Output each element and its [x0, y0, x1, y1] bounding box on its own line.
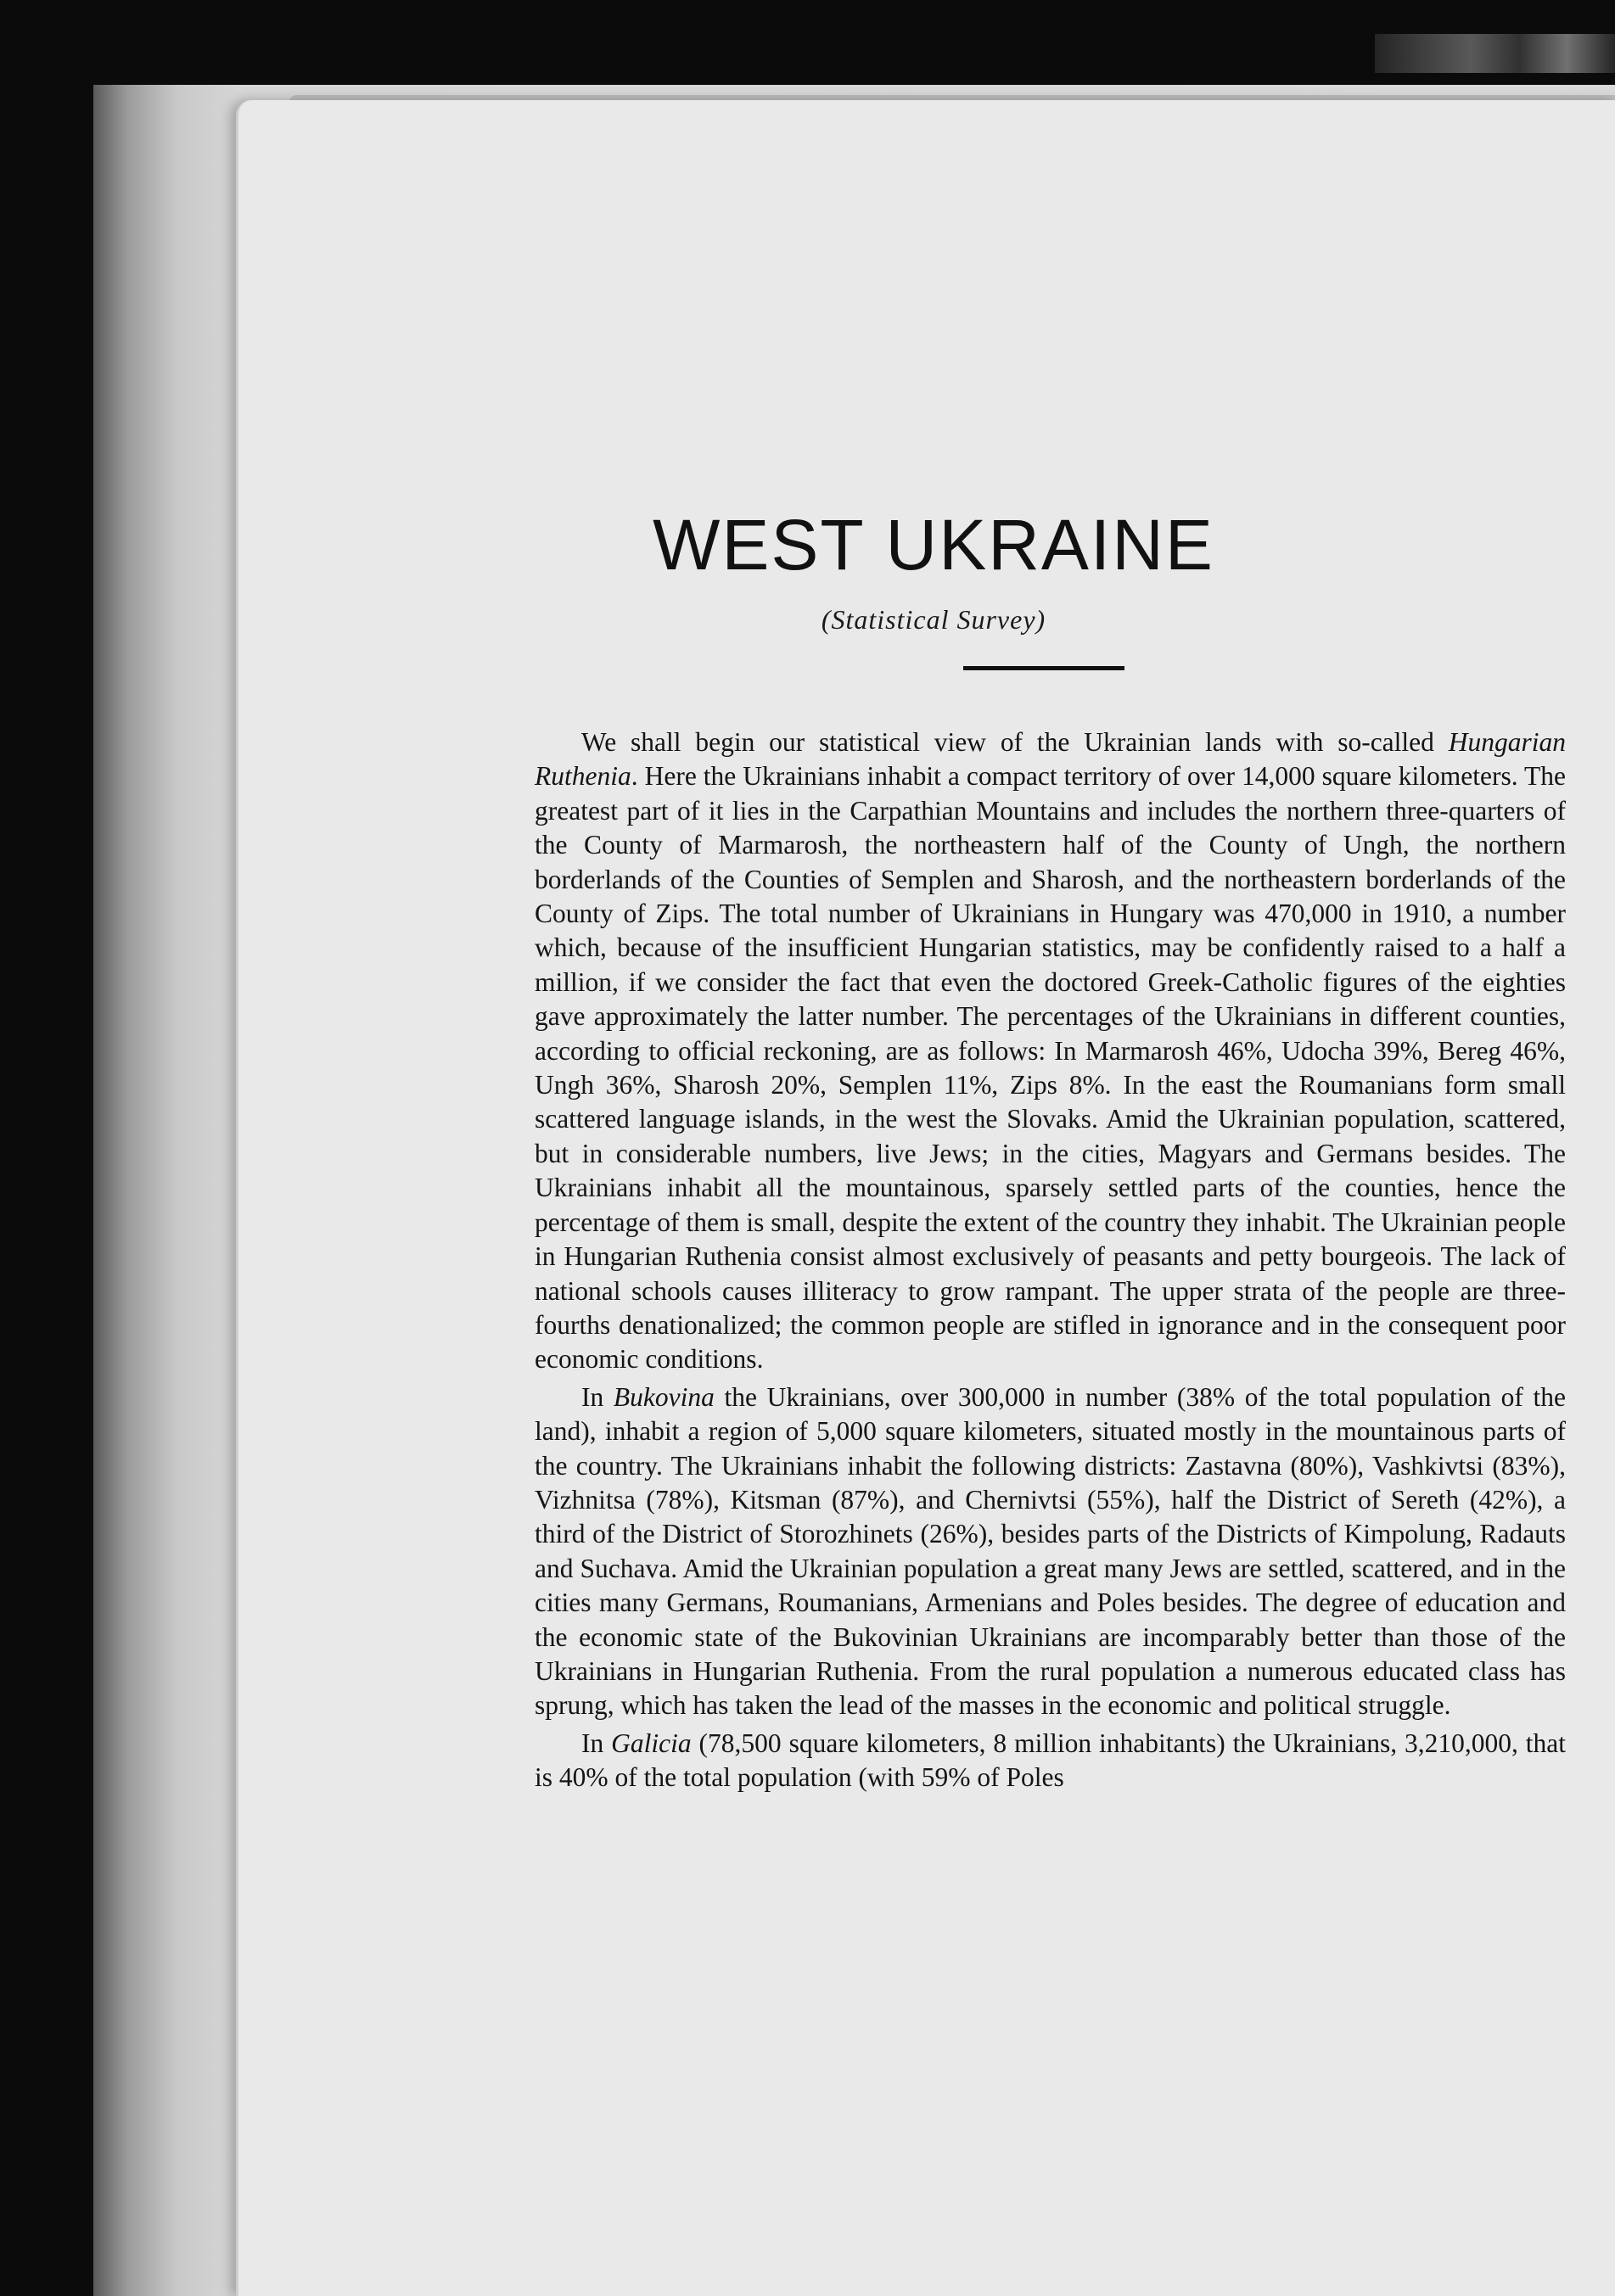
paragraph-bukovina [535, 1380, 1566, 1723]
paragraph-text-segment: the Ukrainians, over 300,000 in number (38% of the total population of the land), inhabit a region of 5,000 square kilometers, situated mostly in the mountainous parts of the country. The Ukrainians inhabit the following districts: Zastavna (80%), Vashkivtsi (83%), Vizhnitsa (78%), Kitsman (87%), and Chernivtsi (55%), half the District of Sereth (42%), a third of the District of Storozhinets (26%), besides parts of the Districts of Kimpolung, Radauts and Suchava. Amid the Ukrainian population a great many Jews are settled, scattered, and in the cities many Germans, Roumanians, Armenians and Poles besides. The degree of education and the economic state of the Bukovinian Ukrainians are incomparably better than those of the Ukrainians in Hungarian Ruthenia. From the rural population a numerous educated class has sprung, which has taken the lead of the masses in the economic and political struggle. [535, 1381, 1566, 1721]
paragraph-text-segment: We shall begin our statistical view of the Ukrainian lands with so-called [581, 727, 1449, 757]
paragraph-text-segment: In [581, 1728, 612, 1758]
paragraph-hungarian-ruthenia [535, 725, 1566, 1377]
article-body [535, 725, 1566, 1795]
page-title: WEST UKRAINE [653, 505, 1214, 585]
page-subtitle: (Statistical Survey) [821, 604, 1046, 635]
paragraph-galicia [535, 1727, 1566, 1795]
paragraph-text-segment: In [581, 1381, 614, 1412]
title-rule [963, 666, 1124, 670]
place-name-emphasis: Hungarian Ruthenia [535, 727, 1566, 792]
film-edge-artifact [1375, 34, 1615, 73]
place-name-emphasis: Bukovina [613, 1381, 715, 1412]
place-name-emphasis: Galicia [611, 1728, 692, 1758]
paragraph-text-segment: . Here the Ukrainians inhabit a compact territory of over 14,000 square kilometers. The greatest part of it lies in the Carpathian Mountains and includes the northern three-quarters of the County of Marmarosh, the northeastern half of the County of Ungh, the northern borderlands of the Counties of Semplen and Sharosh, and the northeastern borderlands of the County of Zips. The total number of Ukrainians in Hungary was 470,000 in 1910, a number which, because of the insufficient Hungarian statistics, may be confidently raised to a half a million, if we consider the fact that even the doctored Greek-Catholic figures of the eighties gave approximately the latter number. The percentages of the Ukrainians in different counties, according to official reckoning, are as follows: In Marmarosh 46%, Udocha 39%, Bereg 46%, Ungh 36%, Sharosh 20%, Semplen 11%, Zips 8%. In the east the Roumanians form small scattered language islands, in the west the Slovaks. Amid the Ukrainian population, scattered, but in considerable numbers, live Jews; in the cities, Magyars and Germans besides. The Ukrainians inhabit all the mountainous, sparsely settled parts of the counties, hence the percentage of them is small, despite the extent of the country they inhabit. The Ukrainian people in Hungarian Ruthenia consist almost exclusively of peasants and petty bourgeois. The lack of national schools causes illiteracy to grow rampant. The upper strata of the people are three-fourths denationalized; the common people are stifled in ignorance and in the consequent poor economic conditions. [535, 761, 1566, 1375]
paragraph-text-segment: (78,500 square kilometers, 8 million inhabitants) the Ukrainians, 3,210,000, that is 40% of the total population (with 59% of Poles [535, 1728, 1567, 1793]
